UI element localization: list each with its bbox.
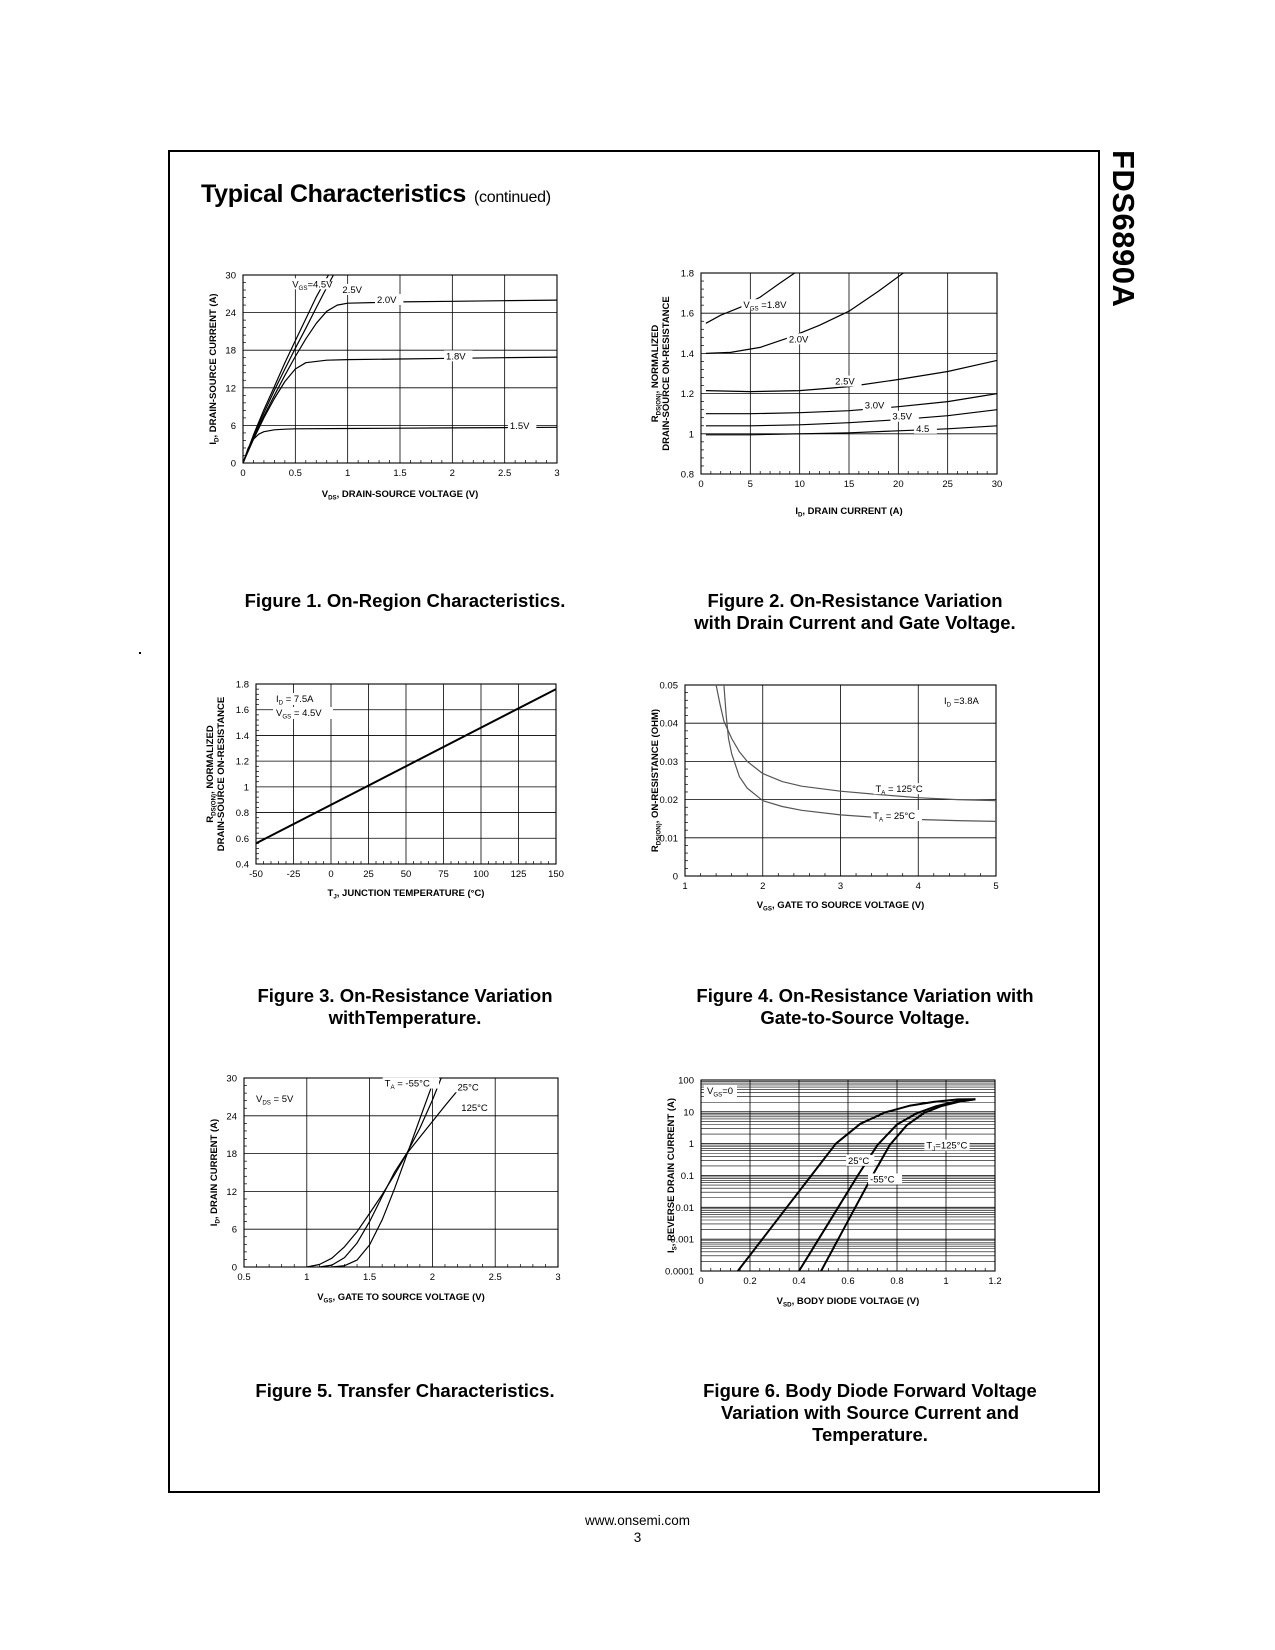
y-tick-label: 6 <box>230 420 236 432</box>
curve-label: 25°C <box>848 1155 870 1167</box>
curve-label: $V_{GS}=4.5V$ <box>292 279 333 292</box>
curve-label: 3.5V <box>892 411 912 423</box>
figure-4-caption: Figure 4. On-Resistance Variation with Gate-to-Source Voltage. <box>696 985 1034 1028</box>
figure-2-chart <box>650 268 1070 552</box>
x-tick-label: 100 <box>473 869 489 880</box>
series-line <box>706 394 997 414</box>
annotation: $V_{DS} = 5V$ <box>256 1094 294 1107</box>
series-line <box>332 1078 435 1267</box>
y-tick-label: 0.05 <box>659 680 678 692</box>
y-tick-label: 30 <box>226 1073 237 1085</box>
x-tick-label: 0.4 <box>792 1276 806 1287</box>
curve-label: 3.0V <box>864 400 885 412</box>
x-axis-label: $V_{SD}$, BODY DIODE VOLTAGE (V) <box>776 1296 920 1309</box>
y-tick-label: 1.6 <box>680 308 694 320</box>
y-tick-label: 1.8 <box>680 268 694 280</box>
x-tick-label: 0.6 <box>841 1276 855 1287</box>
y-tick-label: 0.8 <box>235 808 249 820</box>
x-axis-label: $V_{DS}$, DRAIN-SOURCE VOLTAGE (V) <box>321 489 479 502</box>
x-tick-label: 10 <box>794 479 805 490</box>
curve-label: $T_A = 25^\circ C$ <box>873 810 916 824</box>
series-line <box>307 1091 458 1267</box>
x-tick-label: 125 <box>510 869 527 880</box>
figure-3-caption: Figure 3. On-Resistance Variation withTemperature. <box>257 985 553 1028</box>
x-tick-label: 5 <box>747 479 753 490</box>
figure-5-chart <box>200 1065 600 1335</box>
x-axis-label: $V_{GS}$, GATE TO SOURCE VOLTAGE (V) <box>756 900 925 913</box>
y-tick-label: 1.6 <box>235 705 249 717</box>
x-tick-label: 0.5 <box>288 468 302 479</box>
y-tick-label: 1.4 <box>235 730 249 742</box>
y-tick-label: 6 <box>231 1224 237 1236</box>
x-tick-label: 20 <box>893 479 904 490</box>
y-tick-label: 0.8 <box>680 469 694 481</box>
x-tick-label: 5 <box>993 881 999 892</box>
x-tick-label: 50 <box>400 869 412 880</box>
x-tick-label: -50 <box>249 869 263 880</box>
y-tick-label: 0 <box>230 458 236 470</box>
curve-label: 2.5V <box>342 284 362 296</box>
curve-label: 1.5V <box>509 420 530 432</box>
x-tick-label: 3 <box>554 468 560 479</box>
figure-3-chart <box>200 668 600 943</box>
section-subtitle: (continued) <box>474 189 551 206</box>
y-tick-label: 1.2 <box>235 756 249 768</box>
y-tick-label: 10 <box>683 1107 694 1119</box>
y-tick-label: 1 <box>243 782 249 794</box>
y-tick-label: 0 <box>231 1262 237 1274</box>
section-heading <box>201 180 551 209</box>
curve-label: $T_A = 125^\circ C$ <box>875 784 923 797</box>
x-tick-label: 0 <box>698 1276 704 1287</box>
x-tick-label: 0.5 <box>237 1272 251 1283</box>
y-axis-label: DRAIN-SOURCE ON-RESISTANCE <box>216 696 227 852</box>
x-tick-label: -25 <box>286 869 301 880</box>
series-line <box>319 1078 441 1267</box>
annotation: $V_{GS}=0$ <box>707 1086 734 1099</box>
y-tick-label: 0.4 <box>235 859 249 871</box>
x-tick-label: 0 <box>240 468 246 479</box>
y-tick-label: 0.001 <box>670 1234 694 1246</box>
x-tick-label: 25 <box>942 479 953 490</box>
footer-url: www.onsemi.com <box>584 1513 691 1528</box>
annotation: $I_D = 7.5A$ <box>276 694 314 707</box>
curve-label: $T_A = -55^\circ C$ <box>384 1078 430 1092</box>
x-tick-label: 2 <box>760 881 766 892</box>
y-tick-label: 1 <box>688 1139 694 1151</box>
y-tick-label: 18 <box>226 1149 237 1161</box>
x-axis-label: $T_J$, JUNCTION TEMPERATURE (°C) <box>327 888 485 901</box>
x-axis-label: $I_D$, DRAIN CURRENT (A) <box>795 506 903 519</box>
x-tick-label: 0 <box>698 479 704 490</box>
y-tick-label: 0 <box>672 871 678 883</box>
stray-mark <box>139 652 141 654</box>
figure-5-caption: Figure 5. Transfer Characteristics. <box>255 1380 555 1401</box>
y-tick-label: 0.03 <box>659 756 678 768</box>
x-tick-label: 150 <box>548 869 564 880</box>
x-tick-label: 30 <box>991 479 1003 490</box>
y-tick-label: 1.4 <box>680 348 694 360</box>
x-tick-label: 0 <box>328 869 334 880</box>
y-tick-label: 30 <box>225 270 236 282</box>
section-title: Typical Characteristics <box>201 180 466 208</box>
x-axis-label: $V_{GS}$, GATE TO SOURCE VOLTAGE (V) <box>317 1292 485 1305</box>
x-tick-label: 2.5 <box>488 1272 502 1283</box>
x-tick-label: 25 <box>363 869 374 880</box>
figure-4-chart <box>650 668 1070 933</box>
x-tick-label: 1 <box>682 881 688 892</box>
y-tick-label: 0.01 <box>675 1202 694 1214</box>
y-tick-label: 18 <box>225 345 236 357</box>
annotation: $I_D =3.8A$ <box>944 696 979 709</box>
curve-label: 25°C <box>457 1082 479 1094</box>
part-number: FDS6890A <box>1106 150 1141 308</box>
y-tick-label: 0.02 <box>659 795 678 807</box>
y-axis-label: $R_{DS(ON)}$, NORMALIZED <box>650 324 663 423</box>
annotation: $V_{GS} = 4.5V$ <box>276 708 322 721</box>
y-axis-label: DRAIN-SOURCE ON-RESISTANCE <box>661 296 672 451</box>
curve-label: 2.0V <box>376 294 397 306</box>
y-axis-label: $R_{DS(ON)}$, NORMALIZED <box>205 725 218 823</box>
x-tick-label: 2 <box>429 1272 436 1283</box>
x-tick-label: 4 <box>915 881 921 892</box>
curve-label: $V_{GS} =1.8V$ <box>743 300 787 313</box>
y-axis-label: $I_D$, DRAIN CURRENT (A) <box>209 1118 222 1227</box>
x-tick-label: 0.8 <box>890 1276 904 1287</box>
figure-1-caption: Figure 1. On-Region Characteristics. <box>244 590 566 611</box>
y-tick-label: 0.1 <box>680 1171 694 1182</box>
curve-label: 2.5V <box>835 376 855 388</box>
y-axis-label: $R_{DS(ON)}$, ON-RESISTANCE (OHM) <box>650 708 663 853</box>
x-tick-label: 1.5 <box>393 468 407 479</box>
y-tick-label: 24 <box>225 308 236 320</box>
curve-label: 1.8V <box>446 351 466 363</box>
curve-label: $T_J=125^\circ C$ <box>926 1140 968 1154</box>
y-tick-label: 0.01 <box>659 833 678 845</box>
x-tick-label: 0.2 <box>743 1276 757 1287</box>
x-tick-label: 1 <box>943 1276 949 1287</box>
y-tick-label: 12 <box>226 1186 237 1198</box>
figure-1-chart <box>200 270 600 540</box>
x-tick-label: 3 <box>555 1272 561 1283</box>
x-tick-label: 2 <box>449 468 455 479</box>
footer-page-number: 3 <box>633 1530 642 1545</box>
y-tick-label: 0.04 <box>659 718 678 730</box>
y-tick-label: 0.6 <box>235 833 249 845</box>
y-tick-label: 1.2 <box>680 389 694 401</box>
y-tick-label: 0.0001 <box>664 1266 694 1278</box>
x-tick-label: 75 <box>438 869 449 880</box>
curve-label: 2.0V <box>788 334 809 346</box>
figure-6-caption: Figure 6. Body Diode Forward Voltage Variation with Source Current and Temperature. <box>703 1380 1037 1445</box>
y-tick-label: 1 <box>688 429 694 441</box>
y-axis-label: $I_D$, DRAIN-SOURCE CURRENT (A) <box>208 293 221 445</box>
part-number-sidebar <box>1105 150 1145 330</box>
x-tick-label: 3 <box>837 881 844 892</box>
x-tick-label: 1 <box>304 1272 310 1283</box>
x-tick-label: 1 <box>345 468 351 479</box>
y-tick-label: 1.8 <box>235 679 249 691</box>
figure-6-chart <box>660 1065 1070 1335</box>
y-axis-label: $I_S$, REVERSE DRAIN CURRENT (A) <box>666 1097 679 1254</box>
y-tick-label: 24 <box>226 1111 237 1123</box>
x-tick-label: 1.5 <box>362 1272 377 1283</box>
figure-2-caption: Figure 2. On-Resistance Variation with Drain Current and Gate Voltage. <box>694 590 1016 633</box>
x-tick-label: 2.5 <box>498 468 512 479</box>
series-line <box>706 410 997 426</box>
x-tick-label: 15 <box>843 479 855 490</box>
curve-label: 4.5 <box>916 423 930 435</box>
curve-label: -55°C <box>870 1174 895 1186</box>
y-tick-label: 12 <box>225 383 236 395</box>
y-tick-label: 100 <box>678 1075 694 1087</box>
curve-label: 125°C <box>461 1103 488 1115</box>
x-tick-label: 1.2 <box>988 1276 1002 1287</box>
